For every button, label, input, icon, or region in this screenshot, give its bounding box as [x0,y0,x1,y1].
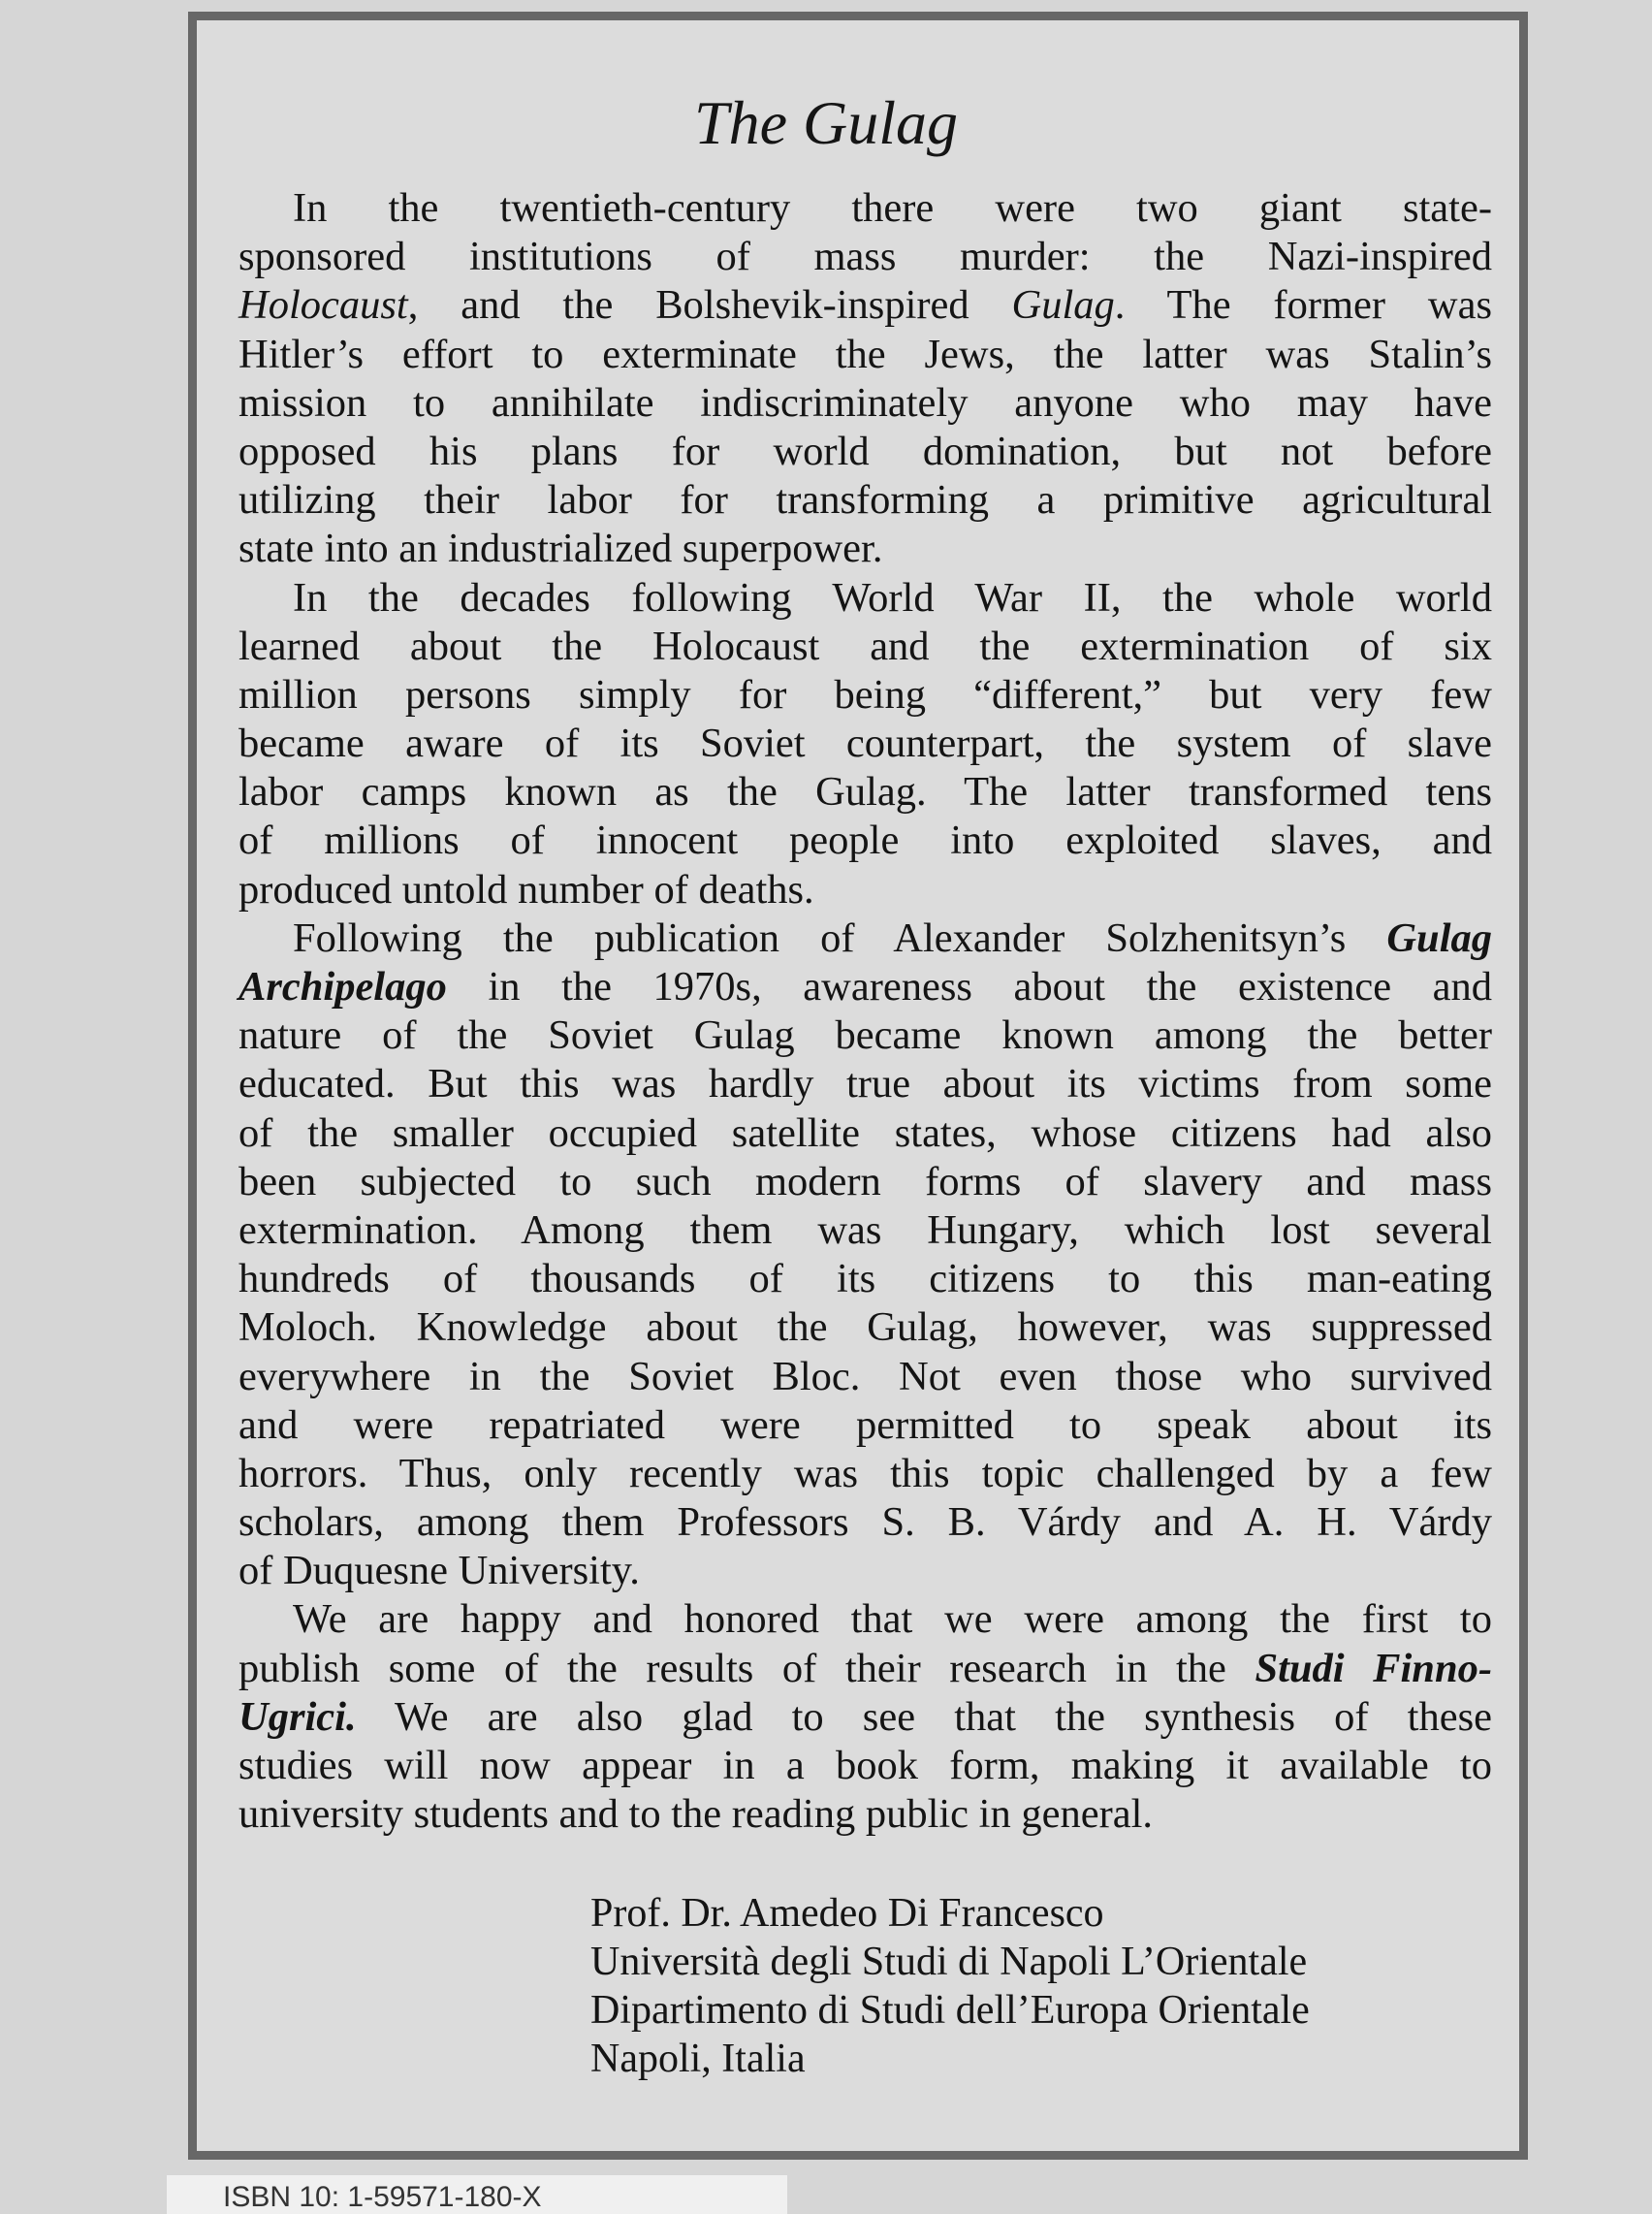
text-line [238,1158,1492,1206]
text-span: opposed his plans for world domination, but not before [238,428,1492,474]
emphasized-text: Holocaust [238,282,408,329]
text-span: Following the publication of Alexander Solzhenitsyn’s [293,914,1387,961]
text-span: . The former was [1114,282,1492,329]
text-line [238,1547,1492,1595]
text-line [238,525,1492,573]
paragraph [238,914,1492,1596]
signature-block [590,1889,1310,2083]
text-span: We are also glad to see that the synthesis of these [356,1693,1492,1740]
text-span: In the twentieth-century there were two giant state- [293,185,1492,231]
text-span: million persons simply for being “different,” but very few [238,671,1492,718]
text-span: educated. But this was hardly true about its victims from some [238,1061,1492,1107]
text-span: In the decades following World War II, the whole world [293,574,1492,621]
text-span: learned about the Holocaust and the extermination of six [238,623,1492,669]
text-line [238,1401,1492,1450]
text-line [238,623,1492,671]
text-line [238,1109,1492,1158]
emphasized-text: Gulag [1011,282,1115,329]
text-span: , and the Bolshevik-inspired [407,282,1012,329]
text-line [238,1450,1492,1498]
text-span: everywhere in the Soviet Bloc. Not even those who survived [238,1353,1492,1399]
text-span: We are happy and honored that we were among the first to [293,1596,1492,1643]
paragraph [238,574,1492,914]
body-text [238,184,1492,1839]
text-span: in the 1970s, awareness about the existence and [446,964,1492,1010]
text-line [238,233,1492,281]
text-span: mission to annihilate indiscriminately anyone who may have [238,379,1492,426]
text-span: produced untold number of deaths. [238,866,814,913]
signature-city: Napoli, Italia [590,2037,806,2081]
text-line [238,1206,1492,1255]
text-span: and were repatriated were permitted to speak about its [238,1401,1492,1448]
emphasized-text: Studi Finno- [1255,1645,1492,1691]
text-line [238,1742,1492,1790]
text-line [238,1303,1492,1352]
paragraph [238,184,1492,574]
text-span: Hitler’s effort to exterminate the Jews, the latter was Stalin’s [238,331,1492,377]
text-line [238,671,1492,720]
text-line [238,1693,1492,1742]
signature-university: Università degli Studi di Napoli L’Orientale [590,1940,1308,1984]
page-title: The Gulag [694,88,958,157]
text-line [238,281,1492,330]
text-span: hundreds of thousands of its citizens to this man-eating [238,1256,1492,1302]
text-line [238,574,1492,623]
text-line [238,184,1492,233]
text-span: scholars, among them Professors S. B. Várdy and A. H. Várdy [238,1499,1492,1546]
emphasized-text: Archipelago [238,964,447,1010]
text-line [238,1790,1492,1839]
text-line [238,1011,1492,1060]
isbn-text: ISBN 10: 1-59571-180-X [223,2181,542,2213]
signature-name: Prof. Dr. Amedeo Di Francesco [590,1891,1104,1936]
text-span: of Duquesne University. [238,1548,640,1594]
text-span: nature of the Soviet Gulag became known among the better [238,1012,1492,1059]
text-line [238,1255,1492,1303]
emphasized-text: Gulag [1386,914,1492,961]
text-span: state into an industrialized superpower. [238,526,883,572]
text-span: extermination. Among them was Hungary, which lost several [238,1206,1492,1253]
text-line [238,866,1492,914]
text-line [238,379,1492,428]
text-span: sponsored institutions of mass murder: the Nazi-inspired [238,234,1492,280]
signature-department: Dipartimento di Studi dell’Europa Orientale [590,1988,1310,2033]
text-span: been subjected to such modern forms of slavery and mass [238,1158,1492,1204]
text-span: of the smaller occupied satellite states, whose citizens had also [238,1109,1492,1156]
text-line [238,963,1492,1011]
text-line [238,1645,1492,1693]
text-line [238,914,1492,963]
text-line [238,476,1492,525]
text-span: of millions of innocent people into exploited slaves, and [238,818,1492,864]
text-span: utilizing their labor for transforming a primitive agricultural [238,477,1492,524]
isbn-label [167,2175,787,2214]
text-line [238,1060,1492,1108]
text-line [238,720,1492,768]
text-line [238,817,1492,865]
text-line [238,1353,1492,1401]
paragraph [238,1595,1492,1839]
emphasized-text: Ugrici. [238,1693,357,1740]
text-span: publish some of the results of their research in the [238,1645,1255,1691]
text-line [238,331,1492,379]
text-span: studies will now appear in a book form, making it available to [238,1743,1492,1788]
text-span: became aware of its Soviet counterpart, the system of slave [238,721,1492,767]
text-span: Moloch. Knowledge about the Gulag, however, was suppressed [238,1304,1492,1351]
text-line [238,428,1492,476]
text-line [238,1595,1492,1644]
text-span: university students and to the reading public in general. [238,1791,1154,1838]
text-line [238,768,1492,817]
text-line [238,1498,1492,1547]
text-span: horrors. Thus, only recently was this topic challenged by a few [238,1450,1492,1496]
text-span: labor camps known as the Gulag. The latter transformed tens [238,769,1492,816]
